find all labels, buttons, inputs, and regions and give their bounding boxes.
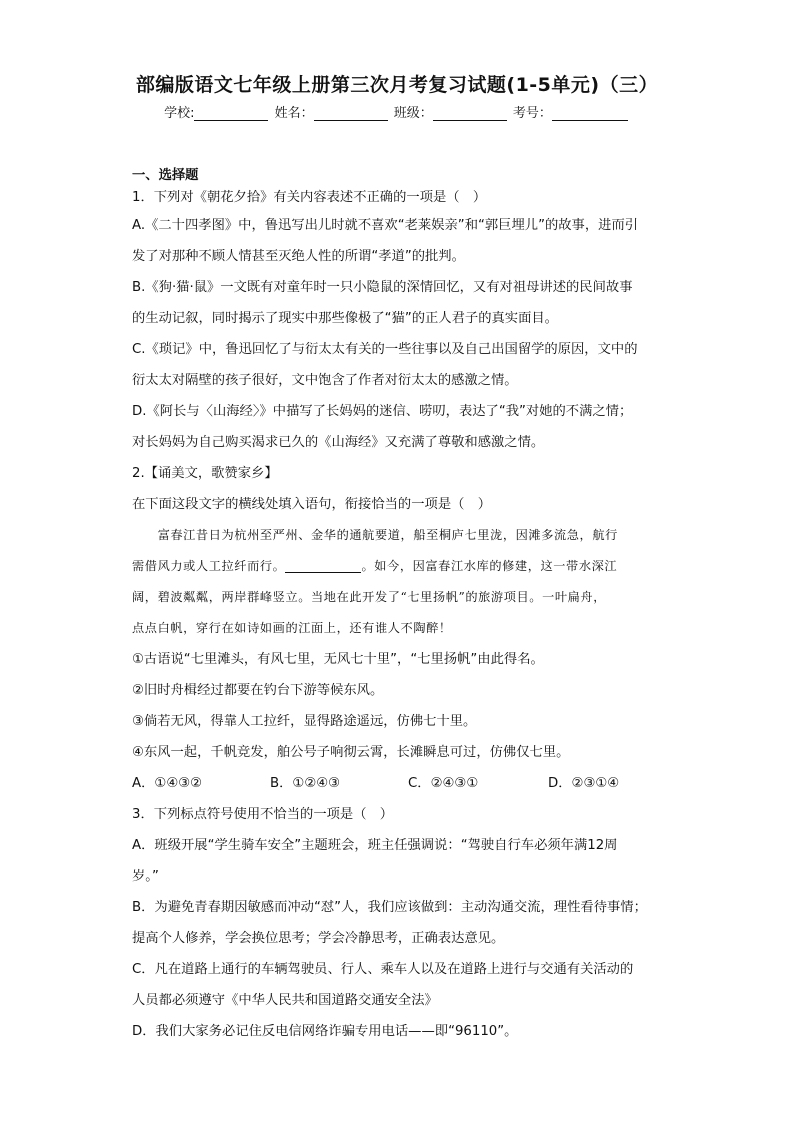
q2-option-a: A．①④③② [132,776,203,791]
q3-stem: 3．下列标点符号使用不恰当的一项是（ ） [132,807,394,822]
q1-option-b-line1: B.《狗·猫·鼠》一文既有对童年时一只小隐鼠的深情回忆，又有对祖母讲述的民间故事 [132,280,633,295]
q2-passage-line2-b: 。如今，因富春江水库的修建，这一带水深江 [361,559,618,573]
q3-option-b-line1: B．为避免青春期因敏感而冲动“怼”人，我们应该做到：主动沟通交流，理性看待事情； [132,900,647,915]
page-title: 部编版语文七年级上册第三次月考复习试题(1-5单元)（三） [135,74,659,96]
q3-option-b-line2: 提高个人修养，学会换位思考；学会冷静思考，正确表达意见。 [132,931,505,946]
q2-sentence-3: ③倘若无风，得靠人工拉纤，显得路途遥远，仿佛七十里。 [132,714,477,729]
q3-option-a-line2: 岁。” [132,869,159,884]
q3-option-c-line1: C．凡在道路上通行的车辆驾驶员、行人、乘车人以及在道路上进行与交通有关活动的 [132,962,634,977]
q1-option-b-line2: 的生动记叙，同时揭示了现实中那些像极了“猫”的正人君子的真实面目。 [132,311,558,326]
q1-option-d-line1: D.《阿长与〈山海经〉》中描写了长妈妈的迷信、唠叨，表达了“我”对她的不满之情； [132,404,633,419]
q1-option-a-line1: A.《二十四孝图》中，鲁迅写出儿时就不喜欢“老莱娱亲”和“郭巨埋儿”的故事，进而引 [132,218,639,233]
name-label: 姓名： [274,106,314,121]
number-label: 考号： [512,106,552,121]
q2-passage-line2 [132,551,668,582]
q2-instruction: 在下面这段文字的横线处填入语句，衔接恰当的一项是（ ） [132,497,492,512]
class-label: 班级： [393,106,433,121]
q3-option-c-line2: 人员都必须遵守《中华人民共和国道路交通安全法》 [132,993,438,1008]
q2-option-b: B．①②④③ [270,776,341,791]
q2-option-d: D．②③①④ [548,776,620,791]
student-info-row [0,102,794,121]
school-label: 学校: [164,106,195,121]
q1-option-a-line2: 发了对那种不顾人情甚至灭绝人性的所谓“孝道”的批判。 [132,249,465,264]
q2-answer-blank [285,560,361,573]
number-blank[interactable] [552,106,628,121]
class-blank[interactable] [433,106,507,121]
q3-option-d-line1: D．我们大家务必记住反电信网络诈骗专用电话——即“96110”。 [132,1024,518,1039]
q2-passage-line2-a: 需借风力或人工拉纤而行。 [132,559,286,573]
q3-option-a-line1: A．班级开展“学生骑车安全”主题班会，班主任强调说：“驾驶自行车必须年满12周 [132,838,618,853]
school-blank[interactable] [194,106,268,121]
q2-options [132,768,668,799]
q2-passage-line3: 阔，碧波粼粼，两岸群峰竖立。当地在此开发了“七里扬帆”的旅游项目。一叶扁舟， [132,590,607,604]
q2-passage-line4: 点点白帆，穿行在如诗如画的江面上，还有谁人不陶醉！ [132,621,452,635]
q2-stem: 2.【诵美文，歌赞家乡】 [132,466,278,481]
section-heading: 一、选择题 [132,168,199,183]
question-content [132,166,668,1047]
q2-sentence-4: ④东风一起，千帆竞发，舶公号子响彻云霄，长滩瞬息可过，仿佛仅七里。 [132,745,570,760]
name-blank[interactable] [314,106,388,121]
q2-sentence-2: ②旧时舟楫经过都要在钓台下游等候东风。 [132,683,384,698]
q2-passage-line1: 富春江昔日为杭州至严州、金华的通航要道，船至桐庐七里泷，因滩多流急，航行 [132,528,618,542]
q1-option-d-line2: 对长妈妈为自己购买渴求已久的《山海经》又充满了尊敬和感激之情。 [132,435,545,450]
q2-sentence-1: ①古语说“七里滩头，有风七里，无风七十里”，“七里扬帆”由此得名。 [132,652,544,667]
q1-option-c-line2: 衍太太对隔壁的孩子很好，文中饱含了作者对衍太太的感激之情。 [132,373,518,388]
q1-stem: 1．下列对《朝花夕拾》有关内容表述不正确的一项是（ ） [132,190,487,205]
q1-option-c-line1: C.《琐记》中，鲁迅回忆了与衍太太有关的一些往事以及自己出国留学的原因，文中的 [132,342,638,357]
q2-option-c: C．②④③① [408,776,479,791]
